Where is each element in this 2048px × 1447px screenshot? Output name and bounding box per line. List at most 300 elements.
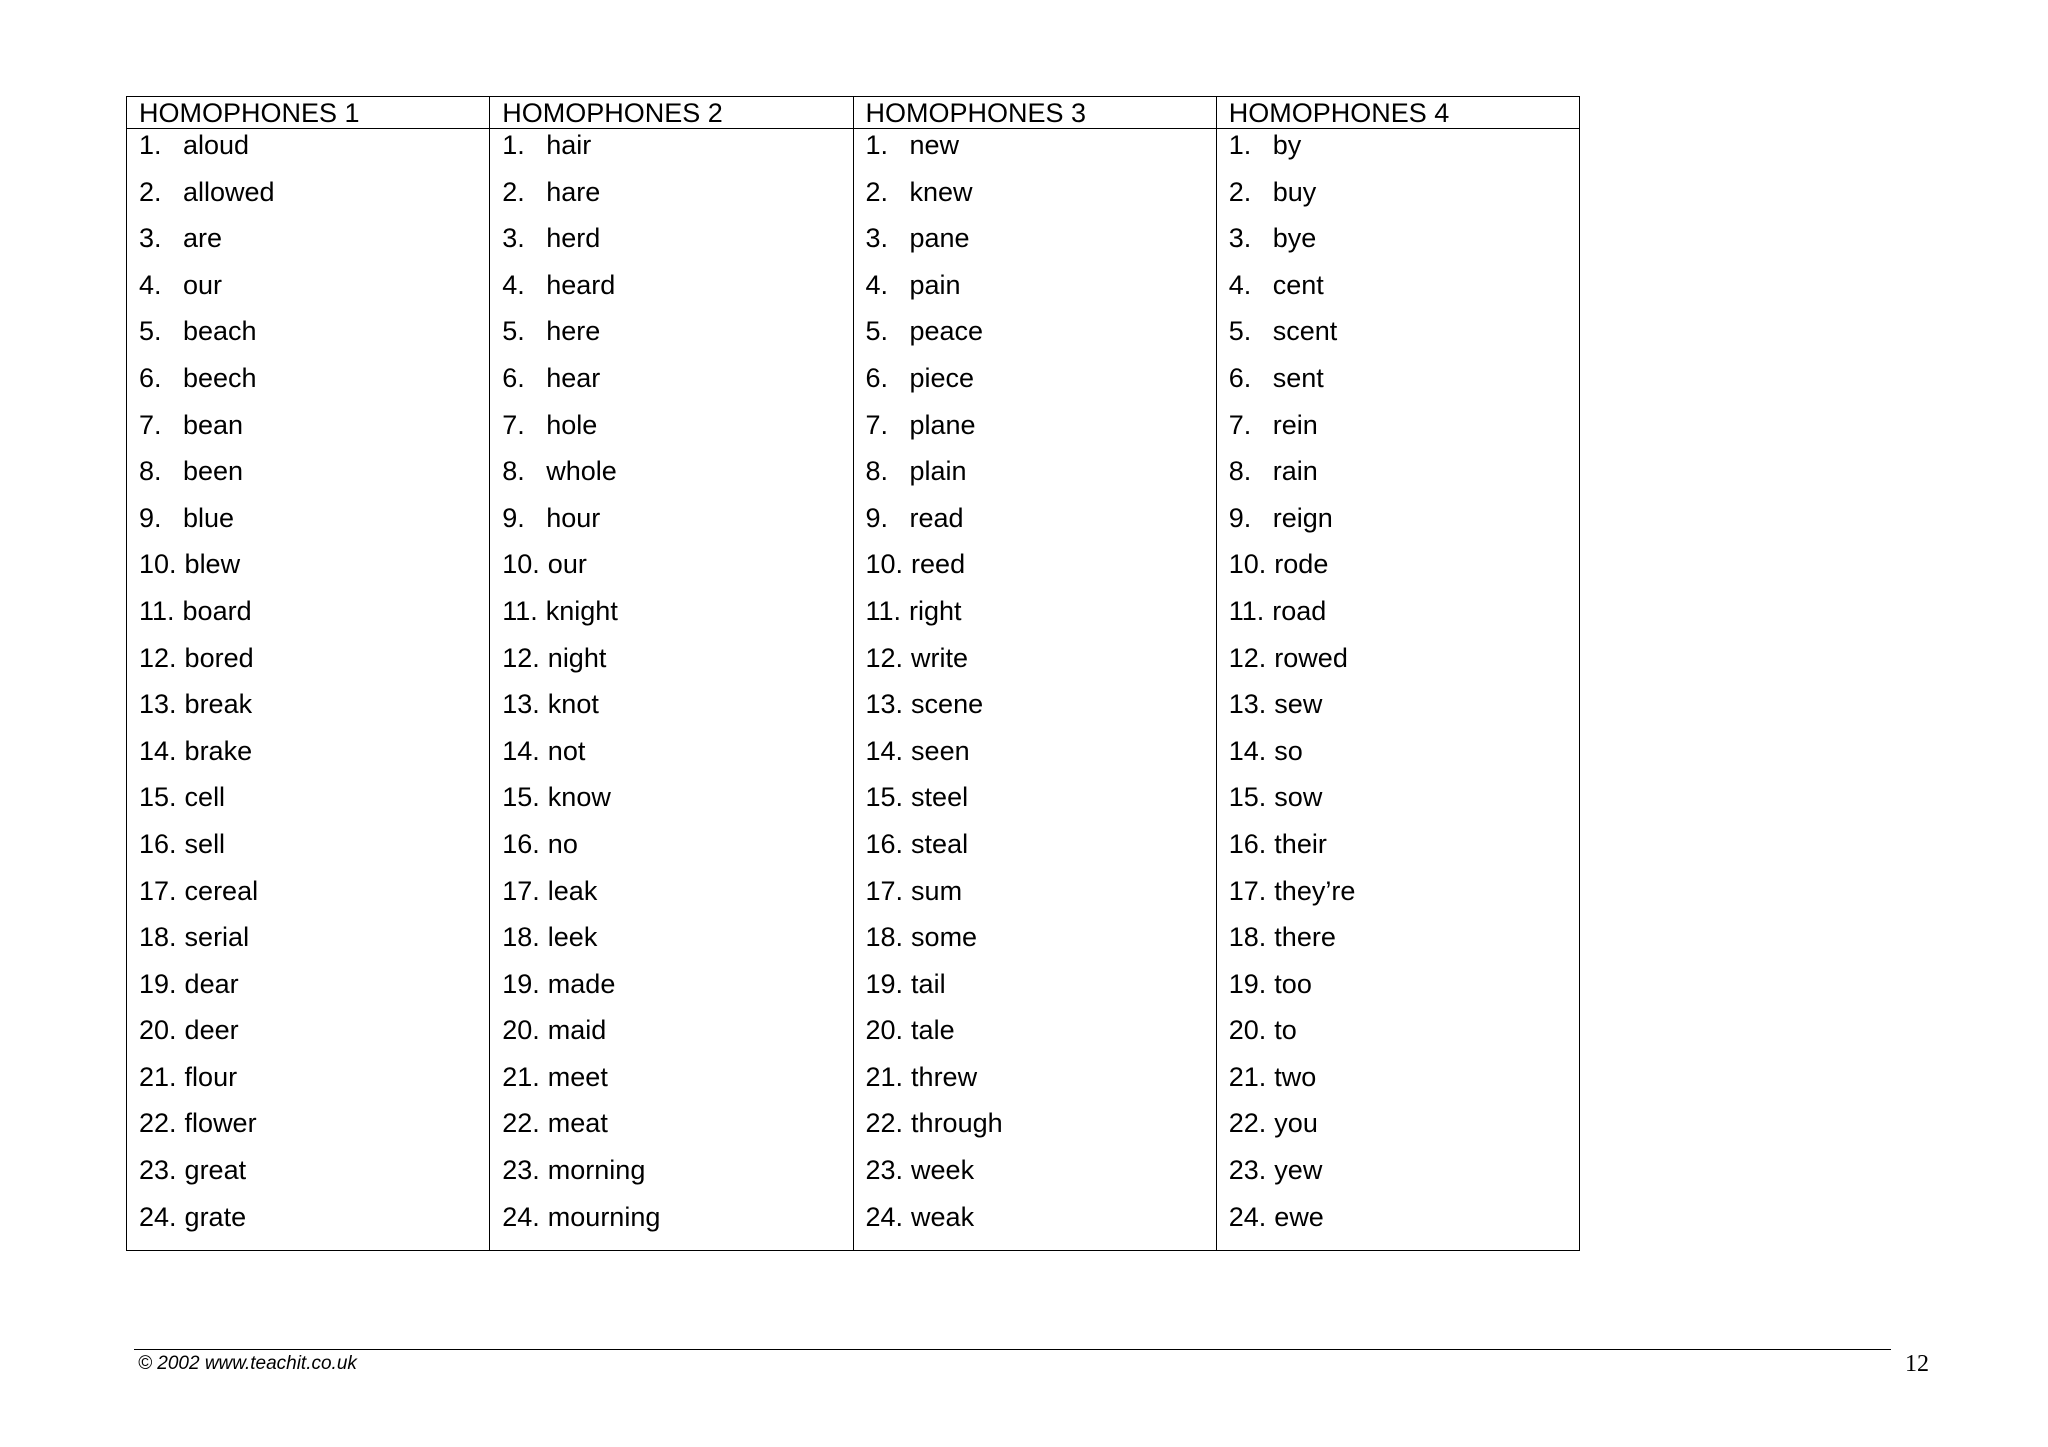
list-item xyxy=(127,781,489,828)
item-word: here xyxy=(546,316,601,347)
item-number: 20. xyxy=(865,1015,904,1046)
item-number: 21. xyxy=(1228,1061,1267,1092)
list-item xyxy=(1217,222,1579,269)
item-word: rain xyxy=(1272,456,1318,487)
list-item xyxy=(854,129,1216,176)
list-item xyxy=(854,455,1216,502)
list-item xyxy=(1217,1201,1579,1248)
list-item xyxy=(490,968,852,1015)
item-number: 10. xyxy=(1228,549,1267,580)
item-word: buy xyxy=(1272,176,1317,207)
item-number: 16. xyxy=(865,828,904,859)
item-number: 11. xyxy=(865,595,902,626)
item-word: leak xyxy=(547,875,598,906)
list-item xyxy=(490,409,852,456)
word-list xyxy=(127,129,489,1247)
item-word: knot xyxy=(547,689,599,720)
item-number: 11. xyxy=(139,595,175,626)
item-word: bye xyxy=(1272,223,1317,254)
item-number: 5. xyxy=(1228,316,1252,347)
item-number: 4. xyxy=(502,269,525,300)
item-number: 13. xyxy=(139,689,177,720)
item-word: tail xyxy=(911,968,946,999)
item-number: 23. xyxy=(865,1155,904,1186)
list-item xyxy=(1217,362,1579,409)
item-word: our xyxy=(183,269,223,300)
list-item xyxy=(1217,176,1579,223)
item-number: 6. xyxy=(1228,362,1252,393)
list-item xyxy=(854,269,1216,316)
item-number: 12. xyxy=(139,642,177,673)
item-word: meat xyxy=(547,1108,608,1139)
item-number: 7. xyxy=(139,409,162,440)
list-item xyxy=(490,129,852,176)
list-item xyxy=(1217,781,1579,828)
list-item xyxy=(854,968,1216,1015)
item-word: weak xyxy=(911,1201,975,1232)
item-number: 14. xyxy=(1228,735,1267,766)
item-word: deer xyxy=(184,1015,239,1046)
item-number: 9. xyxy=(139,502,162,533)
list-item xyxy=(127,315,489,362)
list-item xyxy=(490,548,852,595)
list-item xyxy=(1217,315,1579,362)
homophones-column-2 xyxy=(489,97,852,1250)
item-number: 17. xyxy=(865,875,904,906)
list-item xyxy=(127,409,489,456)
list-item xyxy=(854,222,1216,269)
list-item xyxy=(127,455,489,502)
item-number: 18. xyxy=(139,922,177,953)
list-item xyxy=(127,176,489,223)
list-item xyxy=(490,828,852,875)
item-word: rowed xyxy=(1274,642,1348,673)
item-word: too xyxy=(1274,968,1312,999)
item-number: 14. xyxy=(865,735,904,766)
homophones-column-1 xyxy=(127,97,489,1250)
list-item xyxy=(1217,735,1579,782)
item-number: 14. xyxy=(139,735,177,766)
list-item xyxy=(854,595,1216,642)
item-word: whole xyxy=(546,456,617,487)
item-word: threw xyxy=(911,1061,978,1092)
list-item xyxy=(127,222,489,269)
list-item xyxy=(854,828,1216,875)
item-word: cent xyxy=(1272,269,1324,300)
item-word: hour xyxy=(546,502,601,533)
item-word: great xyxy=(184,1155,247,1186)
item-word: yew xyxy=(1274,1155,1323,1186)
list-item xyxy=(854,875,1216,922)
item-number: 16. xyxy=(1228,828,1267,859)
item-number: 21. xyxy=(865,1061,904,1092)
item-word: scent xyxy=(1272,316,1338,347)
list-item xyxy=(1217,875,1579,922)
list-item xyxy=(127,735,489,782)
item-word: sew xyxy=(1274,689,1323,720)
item-number: 4. xyxy=(1228,269,1252,300)
list-item xyxy=(490,502,852,549)
list-item xyxy=(490,642,852,689)
item-number: 16. xyxy=(502,828,540,859)
item-number: 9. xyxy=(865,502,889,533)
word-list xyxy=(1217,129,1579,1247)
item-number: 18. xyxy=(865,922,904,953)
item-number: 12. xyxy=(1228,642,1267,673)
item-word: read xyxy=(909,502,964,533)
item-word: hare xyxy=(546,176,601,207)
item-word: brake xyxy=(184,735,253,766)
item-word: hear xyxy=(546,362,601,393)
list-item xyxy=(490,269,852,316)
list-item xyxy=(490,595,852,642)
item-word: ewe xyxy=(1274,1201,1324,1232)
list-item xyxy=(127,1201,489,1248)
item-number: 24. xyxy=(502,1201,540,1232)
list-item xyxy=(127,1061,489,1108)
list-item xyxy=(490,1061,852,1108)
list-item xyxy=(127,828,489,875)
item-number: 8. xyxy=(139,456,162,487)
item-number: 23. xyxy=(502,1155,540,1186)
item-word: rode xyxy=(1274,549,1329,580)
list-item xyxy=(127,1014,489,1061)
item-word: heard xyxy=(546,269,616,300)
list-item xyxy=(127,269,489,316)
item-number: 13. xyxy=(502,689,540,720)
list-item xyxy=(854,1154,1216,1201)
item-word: write xyxy=(911,642,969,673)
list-item xyxy=(1217,455,1579,502)
item-number: 15. xyxy=(502,782,540,813)
item-number: 7. xyxy=(502,409,525,440)
list-item xyxy=(490,362,852,409)
item-number: 18. xyxy=(502,922,540,953)
item-word: two xyxy=(1274,1061,1317,1092)
item-word: to xyxy=(1274,1015,1297,1046)
list-item xyxy=(127,688,489,735)
item-word: rein xyxy=(1272,409,1318,440)
item-number: 8. xyxy=(502,456,525,487)
item-number: 5. xyxy=(502,316,525,347)
list-item xyxy=(490,1154,852,1201)
item-number: 12. xyxy=(502,642,540,673)
item-number: 6. xyxy=(139,362,162,393)
item-word: board xyxy=(182,595,252,626)
item-word: knew xyxy=(909,176,973,207)
item-number: 1. xyxy=(502,130,525,160)
item-word: plain xyxy=(909,456,967,487)
item-number: 15. xyxy=(1228,782,1267,813)
item-word: break xyxy=(184,689,253,720)
list-item xyxy=(854,921,1216,968)
item-number: 4. xyxy=(139,269,162,300)
item-word: no xyxy=(547,828,578,859)
item-number: 8. xyxy=(865,456,889,487)
list-item xyxy=(127,502,489,549)
list-item xyxy=(1217,1061,1579,1108)
item-word: bean xyxy=(183,409,244,440)
item-word: through xyxy=(911,1108,1003,1139)
item-number: 10. xyxy=(502,549,540,580)
item-number: 11. xyxy=(502,595,538,626)
item-number: 19. xyxy=(139,968,177,999)
item-word: so xyxy=(1274,735,1303,766)
item-number: 15. xyxy=(139,782,177,813)
list-item xyxy=(490,921,852,968)
list-item xyxy=(1217,502,1579,549)
list-item xyxy=(127,642,489,689)
item-word: sow xyxy=(1274,782,1323,813)
column-heading: HOMOPHONES 3 xyxy=(854,97,1216,129)
item-number: 17. xyxy=(502,875,540,906)
list-item xyxy=(490,1014,852,1061)
item-word: morning xyxy=(547,1155,646,1186)
list-item xyxy=(490,688,852,735)
item-word: right xyxy=(909,595,962,626)
list-item xyxy=(854,642,1216,689)
item-word: leek xyxy=(547,922,598,953)
item-word: by xyxy=(1272,130,1302,160)
item-word: seen xyxy=(911,735,970,766)
column-heading: HOMOPHONES 4 xyxy=(1217,97,1579,129)
item-word: sum xyxy=(911,875,963,906)
item-word: hole xyxy=(546,409,598,440)
item-word: road xyxy=(1272,595,1327,626)
footer-copyright: © 2002 www.teachit.co.uk xyxy=(138,1353,357,1374)
item-number: 3. xyxy=(139,223,162,254)
list-item xyxy=(490,222,852,269)
item-number: 3. xyxy=(502,223,525,254)
column-heading: HOMOPHONES 1 xyxy=(127,97,489,129)
list-item xyxy=(854,176,1216,223)
list-item xyxy=(490,176,852,223)
item-number: 18. xyxy=(1228,922,1267,953)
item-word: reign xyxy=(1272,502,1333,533)
list-item xyxy=(854,688,1216,735)
item-word: not xyxy=(547,735,586,766)
list-item xyxy=(1217,1107,1579,1154)
list-item xyxy=(1217,1154,1579,1201)
item-number: 22. xyxy=(139,1108,177,1139)
list-item xyxy=(1217,921,1579,968)
item-number: 24. xyxy=(139,1201,177,1232)
list-item xyxy=(490,455,852,502)
list-item xyxy=(1217,548,1579,595)
list-item xyxy=(1217,1014,1579,1061)
item-number: 4. xyxy=(865,269,889,300)
item-word: dear xyxy=(184,968,239,999)
list-item xyxy=(127,548,489,595)
item-word: herd xyxy=(546,223,601,254)
list-item xyxy=(1217,409,1579,456)
item-number: 22. xyxy=(502,1108,540,1139)
item-number: 1. xyxy=(865,130,889,160)
item-word: allowed xyxy=(183,176,275,207)
item-number: 19. xyxy=(502,968,540,999)
item-word: aloud xyxy=(183,130,250,160)
list-item xyxy=(1217,688,1579,735)
item-number: 2. xyxy=(865,176,889,207)
item-word: been xyxy=(183,456,244,487)
list-item xyxy=(127,595,489,642)
list-item xyxy=(490,1107,852,1154)
list-item xyxy=(1217,642,1579,689)
item-number: 5. xyxy=(139,316,162,347)
item-word: hair xyxy=(546,130,592,160)
item-word: flour xyxy=(184,1061,238,1092)
item-number: 2. xyxy=(502,176,525,207)
list-item xyxy=(127,1107,489,1154)
item-word: blew xyxy=(184,549,241,580)
homophones-column-3 xyxy=(853,97,1216,1250)
item-number: 20. xyxy=(1228,1015,1267,1046)
item-word: made xyxy=(547,968,616,999)
item-number: 3. xyxy=(1228,223,1252,254)
item-number: 24. xyxy=(1228,1201,1267,1232)
item-word: blue xyxy=(183,502,235,533)
item-number: 19. xyxy=(865,968,904,999)
item-word: there xyxy=(1274,922,1336,953)
item-number: 19. xyxy=(1228,968,1267,999)
item-word: tale xyxy=(911,1015,955,1046)
homophones-table xyxy=(126,96,1580,1251)
item-word: sent xyxy=(1272,362,1324,393)
list-item xyxy=(1217,129,1579,176)
item-number: 16. xyxy=(139,828,177,859)
list-item xyxy=(490,735,852,782)
item-word: piece xyxy=(909,362,975,393)
item-word: scene xyxy=(911,689,984,720)
item-word: know xyxy=(547,782,611,813)
item-number: 8. xyxy=(1228,456,1252,487)
item-word: serial xyxy=(184,922,250,953)
item-number: 20. xyxy=(139,1015,177,1046)
item-word: pain xyxy=(909,269,961,300)
item-number: 5. xyxy=(865,316,889,347)
item-word: flower xyxy=(184,1108,257,1139)
item-word: you xyxy=(1274,1108,1318,1139)
list-item xyxy=(490,1201,852,1248)
item-word: bored xyxy=(184,642,254,673)
column-heading: HOMOPHONES 2 xyxy=(490,97,852,129)
item-word: cereal xyxy=(184,875,259,906)
word-list xyxy=(490,129,852,1247)
item-number: 12. xyxy=(865,642,904,673)
list-item xyxy=(127,129,489,176)
list-item xyxy=(854,781,1216,828)
item-number: 2. xyxy=(139,176,162,207)
item-word: pane xyxy=(909,223,970,254)
item-word: new xyxy=(909,130,960,160)
item-word: grate xyxy=(184,1201,247,1232)
list-item xyxy=(854,362,1216,409)
list-item xyxy=(1217,595,1579,642)
item-word: maid xyxy=(547,1015,607,1046)
list-item xyxy=(854,1061,1216,1108)
item-number: 11. xyxy=(1228,595,1265,626)
list-item xyxy=(854,1014,1216,1061)
item-word: steel xyxy=(911,782,969,813)
item-word: our xyxy=(547,549,587,580)
item-number: 9. xyxy=(1228,502,1252,533)
item-number: 14. xyxy=(502,735,540,766)
item-number: 10. xyxy=(865,549,904,580)
item-word: meet xyxy=(547,1061,608,1092)
item-word: beach xyxy=(183,316,257,347)
list-item xyxy=(854,315,1216,362)
item-number: 13. xyxy=(1228,689,1267,720)
item-number: 7. xyxy=(865,409,889,440)
item-number: 13. xyxy=(865,689,904,720)
footer-rule xyxy=(134,1349,1891,1350)
item-word: plane xyxy=(909,409,976,440)
item-word: peace xyxy=(909,316,984,347)
item-word: mourning xyxy=(547,1201,661,1232)
list-item xyxy=(854,502,1216,549)
item-number: 22. xyxy=(865,1108,904,1139)
item-word: week xyxy=(911,1155,975,1186)
item-number: 3. xyxy=(865,223,889,254)
item-number: 17. xyxy=(139,875,177,906)
list-item xyxy=(854,548,1216,595)
item-word: their xyxy=(1274,828,1327,859)
item-word: reed xyxy=(911,549,966,580)
item-number: 15. xyxy=(865,782,904,813)
item-number: 10. xyxy=(139,549,177,580)
item-word: knight xyxy=(545,595,618,626)
item-word: night xyxy=(547,642,607,673)
item-word: are xyxy=(183,223,223,254)
list-item xyxy=(490,781,852,828)
list-item xyxy=(127,921,489,968)
list-item xyxy=(127,362,489,409)
list-item xyxy=(127,875,489,922)
list-item xyxy=(490,875,852,922)
item-number: 23. xyxy=(139,1155,177,1186)
page-number: 12 xyxy=(1905,1351,1929,1377)
item-word: cell xyxy=(184,782,226,813)
list-item xyxy=(854,735,1216,782)
list-item xyxy=(127,1154,489,1201)
item-number: 23. xyxy=(1228,1155,1267,1186)
list-item xyxy=(1217,828,1579,875)
list-item xyxy=(1217,968,1579,1015)
item-number: 1. xyxy=(1228,130,1252,160)
item-word: steal xyxy=(911,828,969,859)
list-item xyxy=(854,1201,1216,1248)
item-word: sell xyxy=(184,828,226,859)
item-number: 6. xyxy=(502,362,525,393)
item-number: 1. xyxy=(139,130,162,160)
item-number: 20. xyxy=(502,1015,540,1046)
item-number: 17. xyxy=(1228,875,1267,906)
list-item xyxy=(854,1107,1216,1154)
item-number: 22. xyxy=(1228,1108,1267,1139)
item-number: 6. xyxy=(865,362,889,393)
item-number: 9. xyxy=(502,502,525,533)
item-number: 21. xyxy=(502,1061,540,1092)
item-number: 7. xyxy=(1228,409,1252,440)
item-number: 21. xyxy=(139,1061,177,1092)
list-item xyxy=(490,315,852,362)
item-number: 2. xyxy=(1228,176,1252,207)
homophones-column-4 xyxy=(1216,97,1579,1250)
list-item xyxy=(127,968,489,1015)
list-item xyxy=(1217,269,1579,316)
word-list xyxy=(854,129,1216,1247)
item-number: 24. xyxy=(865,1201,904,1232)
